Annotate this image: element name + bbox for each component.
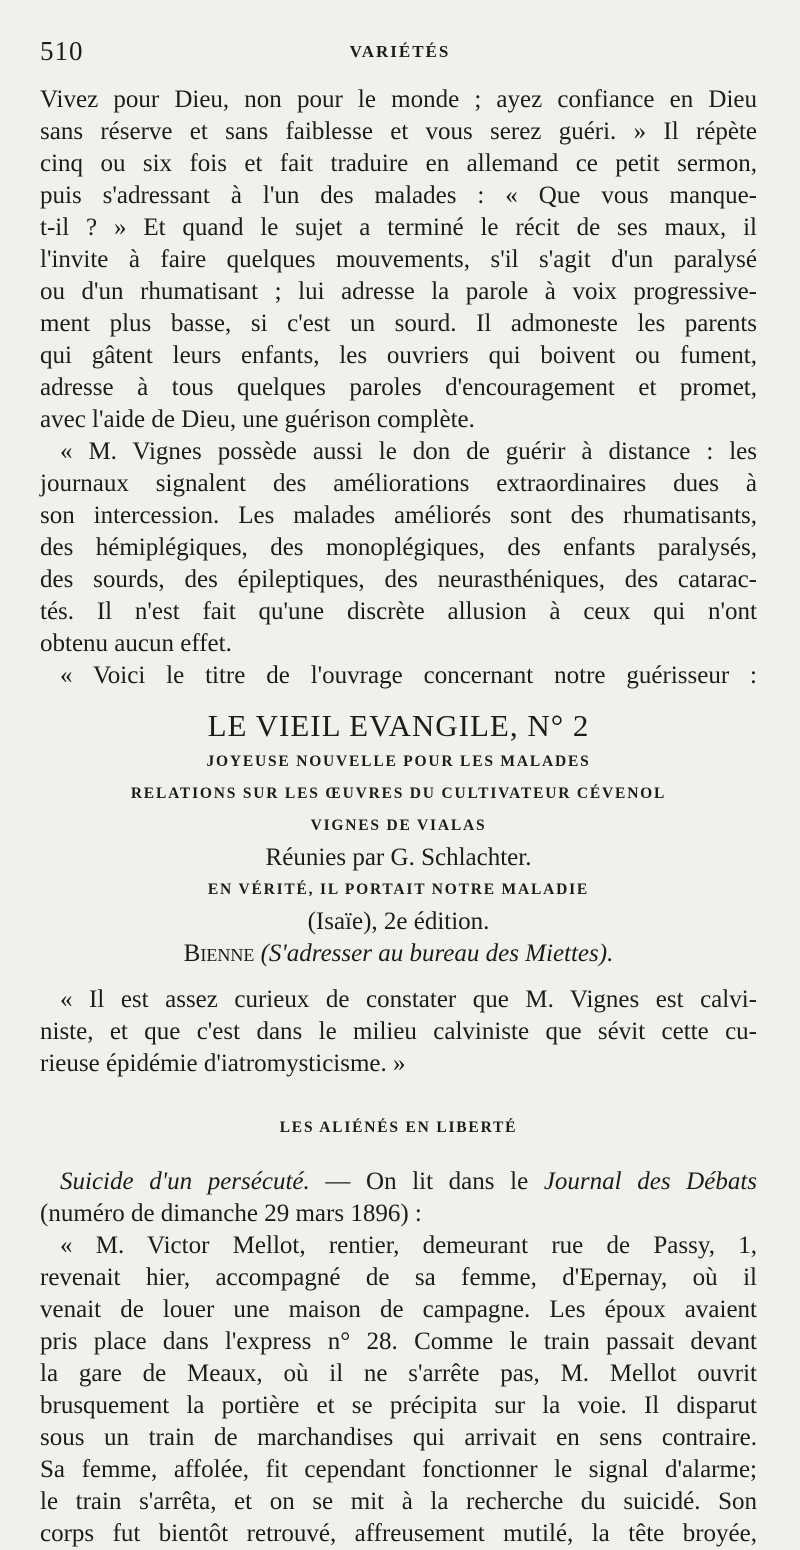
text-line: adresse à tous quelques paroles d'encouragement et promet, (40, 374, 757, 401)
text-line: « M. Vignes possède aussi le don de guérir à distance : les (60, 438, 757, 465)
book-publisher (40, 938, 757, 970)
text-line: « M. Victor Mellot, rentier, demeurant rue de Passy, 1, (60, 1232, 757, 1259)
text-line: revenait hier, accompagné de sa femme, d'Epernay, où il (40, 1264, 757, 1291)
section-heading: LES ALIÉNÉS EN LIBERTÉ (279, 1119, 518, 1136)
book-edition: (Isaïe), 2e édition. (307, 908, 490, 935)
running-head (40, 36, 760, 70)
text-line: pris place dans l'express n° 28. Comme le train passait devant (40, 1328, 757, 1355)
text-line: venait de louer une maison de campagne. Les époux avaient (40, 1296, 757, 1323)
text-line: Sa femme, affolée, fit cependant fonctionner le signal d'alarme; (40, 1456, 757, 1483)
publisher-place: Bienne (183, 940, 255, 967)
book-title: LE VIEIL EVANGILE, N° 2 (207, 708, 590, 743)
text-line: rieuse épidémie d'iatromysticisme. » (40, 1050, 406, 1077)
text-line: « Il est assez curieux de constater que M. Vignes est calvi- (60, 986, 757, 1013)
text-line: son intercession. Les malades améliorés sont des rhumatisants, (40, 502, 757, 529)
book-editor: Réunies par G. Schlachter. (265, 844, 532, 871)
body-text (40, 84, 757, 1550)
text-line: la gare de Meaux, où il ne s'arrête pas, M. Mellot ouvrit (40, 1360, 757, 1387)
text-line: ment plus basse, si c'est un sourd. Il admoneste les parents (40, 310, 757, 337)
book-subtitle: JOYEUSE NOUVELLE POUR LES MALADES (206, 753, 591, 770)
text-span: — On lit dans le (309, 1168, 544, 1195)
text-line: obtenu aucun effet. (40, 630, 232, 657)
text-line: l'invite à faire quelques mouvements, s'il s'agit d'un paralysé (40, 246, 757, 273)
text-line: t-il ? » Et quand le sujet a terminé le récit de ses maux, il (40, 214, 757, 241)
journal-name: Journal des Débats (543, 1168, 757, 1195)
text-line: avec l'aide de Dieu, une guérison complète. (40, 406, 475, 433)
paragraph-block-2 (40, 984, 757, 1080)
text-line: ou d'un rhumatisant ; lui adresse la parole à voix progressive- (40, 278, 757, 305)
text-line: puis s'adressant à l'un des malades : « Que vous manque- (40, 182, 757, 209)
book-title-block (40, 692, 757, 984)
text-line: journaux signalent des améliorations extraordinaires dues à (40, 470, 757, 497)
text-line: sans réserve et sans faiblesse et vous serez guéri. » Il répète (40, 118, 757, 145)
text-line: Vivez pour Dieu, non pour le monde ; ayez confiance en Dieu (40, 86, 757, 113)
publisher-address: (S'adresser au bureau des Miettes). (260, 940, 614, 967)
paragraph-block-1 (40, 84, 757, 692)
running-title: VARIÉTÉS (349, 42, 451, 61)
text-line: des sourds, des épileptiques, des neurasthéniques, des catarac- (40, 566, 757, 593)
book-subtitle: VIGNES DE VIALAS (310, 817, 487, 834)
text-line: des hémiplégiques, des monoplégiques, des enfants paralysés, (40, 534, 757, 561)
text-line: (numéro de dimanche 29 mars 1896) : (40, 1200, 422, 1227)
text-line: « Voici le titre de l'ouvrage concernant notre guérisseur : (60, 662, 757, 689)
text-line: tés. Il n'est fait qu'une discrète allusion à ceux qui n'ont (40, 598, 757, 625)
text-line (40, 1166, 757, 1198)
text-line: sous un train de marchandises qui arrivait en sens contraire. (40, 1424, 757, 1451)
text-line: corps fut bientôt retrouvé, affreusement mutilé, la tête broyée, (40, 1520, 757, 1547)
paragraph-block-3 (40, 1166, 757, 1550)
text-line: cinq ou six fois et fait traduire en allemand ce petit sermon, (40, 150, 757, 177)
text-line: brusquement la portière et se précipita sur la voie. Il disparut (40, 1392, 757, 1419)
text-line: niste, et que c'est dans le milieu calviniste que sévit cette cu- (40, 1018, 757, 1045)
article-title: Suicide d'un persécuté. (60, 1168, 310, 1195)
text-line: le train s'arrêta, et on se mit à la recherche du suicidé. Son (40, 1488, 757, 1515)
book-subtitle: RELATIONS SUR LES ŒUVRES DU CULTIVATEUR CÉVENOL (130, 785, 667, 802)
page-number: 510 (40, 36, 84, 66)
text-line: qui gâtent leurs enfants, les ouvriers qui boivent ou fument, (40, 342, 757, 369)
book-epigraph: EN VÉRITÉ, IL PORTAIT NOTRE MALADIE (207, 881, 590, 898)
